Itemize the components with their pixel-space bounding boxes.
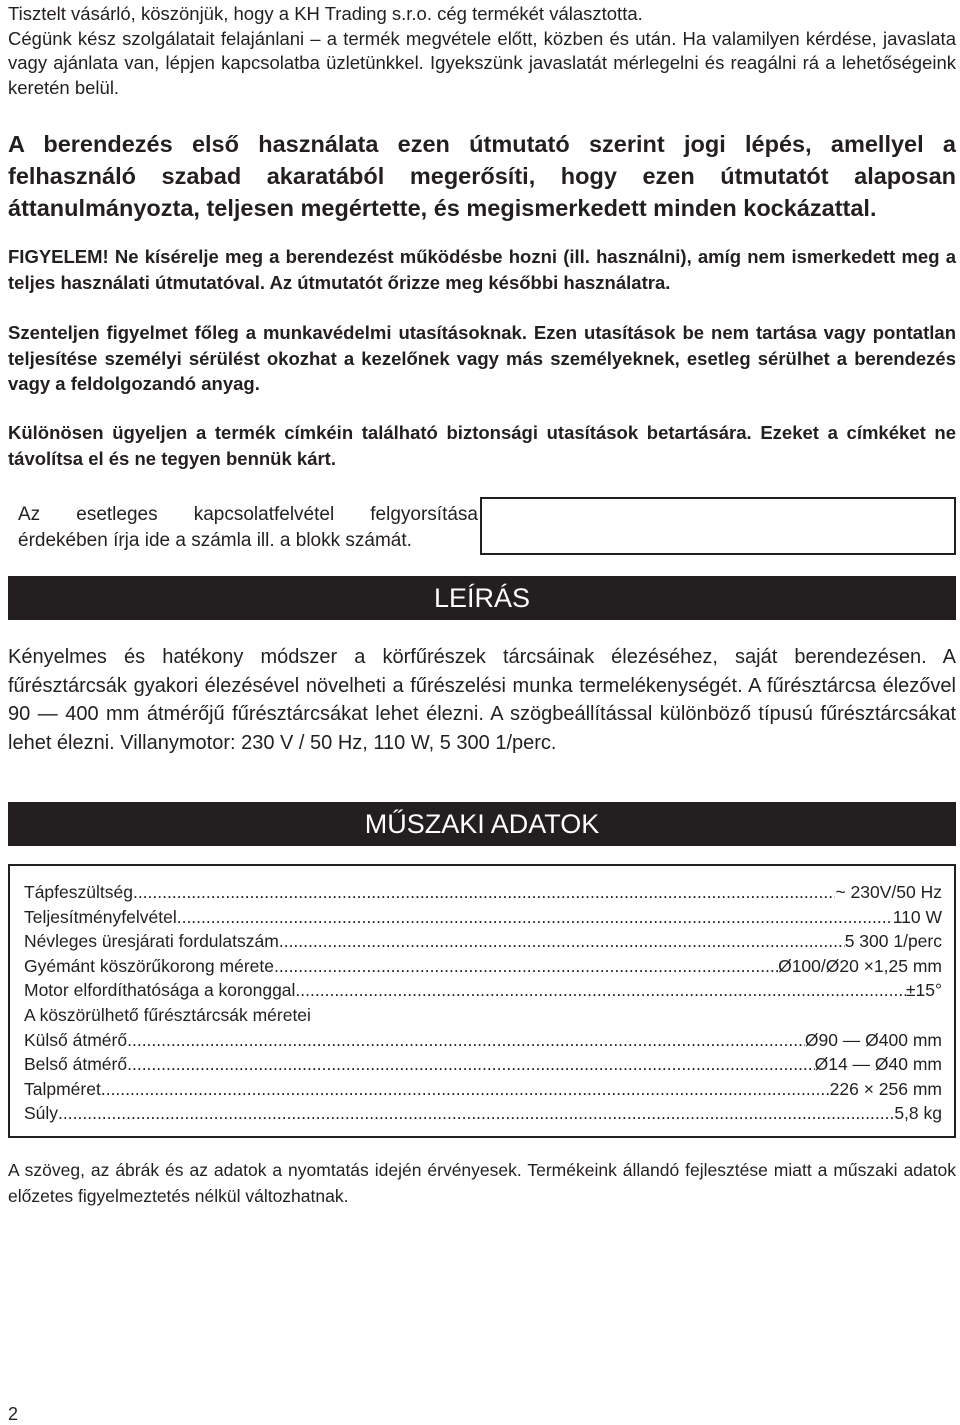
spec-label: Névleges üresjárati fordulatszám — [24, 931, 279, 952]
dot-leader — [133, 880, 836, 905]
spec-value: Ø100/Ø20 ×1,25 mm — [778, 955, 942, 976]
spec-row — [24, 1077, 942, 1102]
receipt-number-field[interactable] — [480, 497, 956, 555]
spec-value: 110 W — [892, 906, 942, 927]
description-heading: LEÍRÁS — [8, 576, 956, 620]
attention-paragraph: FIGYELEM! Ne kísérelje meg a berendezést működésbe hozni (ill. használni), amíg nem ismerkedett meg a teljes használati útmutatóval. Az útmutatót őrizze meg későbbi használatra. — [8, 246, 956, 293]
spec-label: Tápfeszültség — [24, 882, 133, 902]
spec-label: Gyémánt köszörűkorong mérete — [24, 955, 274, 976]
spec-label: Belső átmérő — [24, 1054, 128, 1075]
spec-row — [24, 905, 942, 930]
spec-row — [24, 954, 942, 979]
dot-leader — [127, 1028, 805, 1053]
dot-leader — [101, 1077, 830, 1102]
spec-label: Motor elfordíthatósága a koronggal — [24, 980, 296, 1001]
technical-data-table — [8, 864, 956, 1138]
spec-label: Talpméret — [24, 1078, 101, 1099]
spec-subheading: A köszörülhető fűrésztárcsák méretei — [24, 1004, 311, 1025]
intro-greeting: Tisztelt vásárló, köszönjük, hogy a KH Trading s.r.o. cég termékét választotta. — [8, 3, 643, 24]
spec-label: Külső átmérő — [24, 1029, 128, 1050]
spec-row — [24, 1052, 942, 1077]
dot-leader — [279, 929, 845, 954]
spec-row — [24, 978, 942, 1003]
intro-text — [8, 2, 956, 100]
technical-data-heading: MŰSZAKI ADATOK — [8, 802, 956, 846]
receipt-number-label: Az esetleges kapcsolatfelvétel felgyorsítása érdekében írja ide a számla ill. a blokk számát. — [18, 504, 478, 551]
safety-paragraph: Szenteljen figyelmet főleg a munkavédelmi utasításoknak. Ezen utasítások be nem tartása vagy pontatlan teljesítése személyi sérülést okozhat a kezelőnek vagy más személyeknek, esetleg sérülhet a berendezés vagy a feldolgozandó anyag. — [8, 322, 956, 394]
spec-value: 5 300 1/perc — [844, 931, 942, 952]
spec-value: 5,8 kg — [894, 1103, 942, 1124]
spec-row — [24, 929, 942, 954]
spec-label: Teljesítményfelvétel — [24, 906, 177, 927]
spec-value: Ø14 — Ø40 mm — [814, 1054, 942, 1075]
spec-row — [24, 880, 942, 905]
description-text: Kényelmes és hatékony módszer a körfűrészek tárcsáinak élezéséhez, saját berendezésen. A fűrésztárcsák gyakori élezésével növelheti a fűrészelési munka termelékenységét. A fűrésztárcsa élezővel 90 — 400 mm átmérőjű fűrésztárcsákat lehet élezni. A szögbeállítással különböző típusú fűrésztárcsákat lehet élezni. Villanymotor: 230 V / 50 Hz, 110 W, 5 300 1/perc. — [8, 646, 956, 754]
dot-leader — [127, 1052, 814, 1077]
intro-body: Cégünk kész szolgálatait felajánlani – a termék megvétele előtt, közben és után. Ha valamilyen kérdése, javaslata vagy ajánlata van, lépjen kapcsolatba üzletünkkel. Igyekszünk javaslatát mérlegelni és reagálni rá a lehetőségeink keretén belül. — [8, 27, 956, 98]
dot-leader — [274, 954, 778, 979]
spec-value: Ø90 — Ø400 mm — [804, 1029, 942, 1050]
spec-value: ±15° — [905, 980, 942, 1001]
spec-label: Súly — [24, 1103, 59, 1124]
legal-warning: A berendezés első használata ezen útmutató szerint jogi lépés, amellyel a felhasználó szabad akaratából megerősíti, hogy ezen útmutatót alaposan áttanulmányozta, teljesen megértette, és megismerkedett minden kockázattal. — [8, 131, 956, 221]
page-number: 2 — [8, 1404, 19, 1424]
dot-leader — [177, 905, 893, 930]
spec-row — [24, 1028, 942, 1053]
dot-leader — [58, 1101, 894, 1126]
spec-row — [24, 1101, 942, 1126]
disclaimer-text: A szöveg, az ábrák és az adatok a nyomtatás idején érvényesek. Termékeink állandó fejlesztése miatt a műszaki adatok előzetes figyelmeztetés nélkül változhatnak. — [8, 1160, 956, 1206]
spec-value: ~ 230V/50 Hz — [835, 882, 942, 902]
dot-leader — [295, 978, 906, 1003]
label-warning-paragraph: Különösen ügyeljen a termék címkéin található biztonsági utasítások betartására. Ezeket a címkéket ne távolítsa el és ne tegyen bennük kárt. — [8, 422, 956, 469]
spec-value: 226 × 256 mm — [829, 1078, 942, 1099]
